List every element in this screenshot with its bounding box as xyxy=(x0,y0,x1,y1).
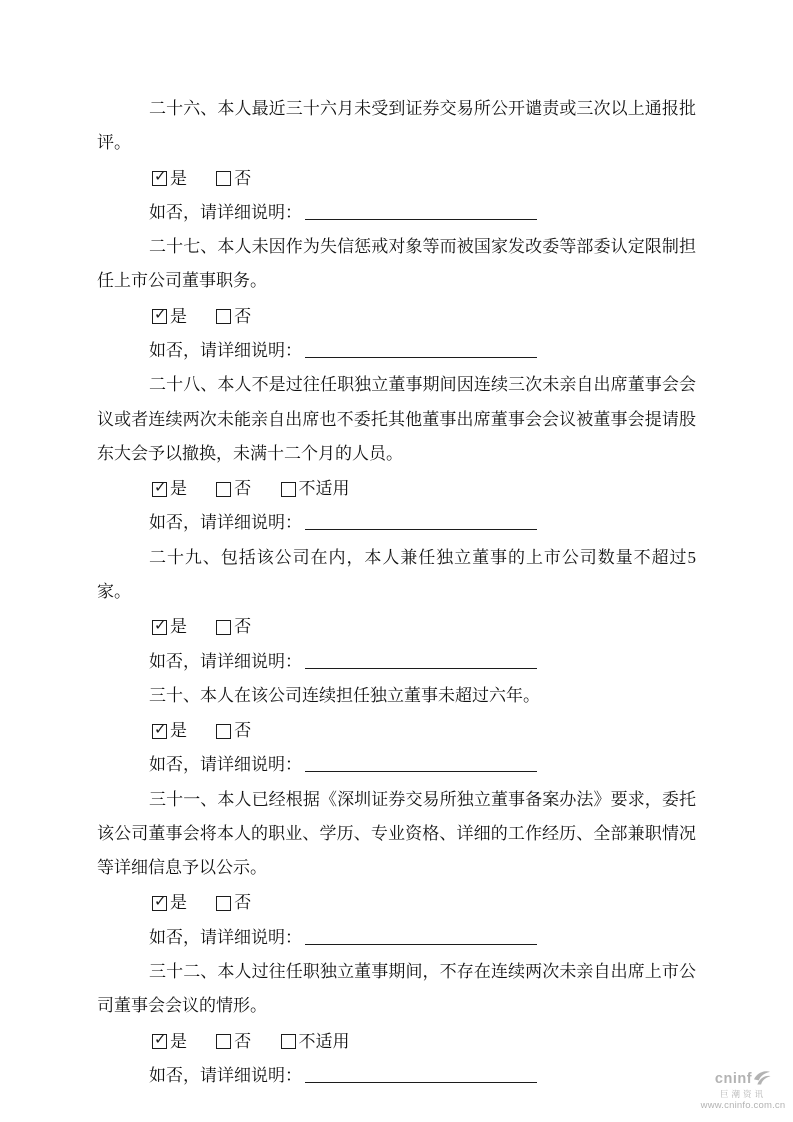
option-label: 是 xyxy=(170,479,187,499)
explanation-blank[interactable] xyxy=(305,927,537,945)
cninfo-chinese-name: 巨潮资讯 xyxy=(719,1089,766,1100)
declaration-item-32 xyxy=(97,955,696,1093)
option-label: 否 xyxy=(234,721,252,741)
explanation-blank[interactable] xyxy=(305,754,537,772)
checkbox-icon[interactable] xyxy=(216,620,231,635)
options-row xyxy=(97,609,696,644)
checkbox-icon[interactable] xyxy=(216,896,231,911)
checkbox-icon[interactable] xyxy=(216,171,231,186)
explanation-blank[interactable] xyxy=(305,340,537,358)
checkbox-icon[interactable] xyxy=(216,1034,231,1049)
option-label: 否 xyxy=(234,1031,252,1051)
declaration-item-28 xyxy=(97,368,696,540)
option-label: 否 xyxy=(234,306,252,326)
declaration-item-27 xyxy=(97,230,696,368)
item-text: 本人未因作为失信惩戒对象等而被国家发改委等部委认定限制担任上市公司董事职务。 xyxy=(97,237,697,291)
item-statement xyxy=(97,679,696,713)
options-row xyxy=(97,299,696,334)
cninfo-logo-top xyxy=(698,1070,788,1090)
option-label: 否 xyxy=(234,168,252,188)
item-text: 本人在该公司连续担任独立董事未超过六年。 xyxy=(200,685,540,705)
followup-label: 如否，请详细说明： xyxy=(149,651,302,671)
followup-row xyxy=(97,506,696,540)
declaration-item-30 xyxy=(97,679,696,783)
option-yes[interactable] xyxy=(152,300,187,334)
option-label: 否 xyxy=(234,893,252,913)
options-row xyxy=(97,471,696,506)
option-label: 是 xyxy=(170,721,187,741)
option-label: 不适用 xyxy=(298,1031,350,1051)
option-yes[interactable] xyxy=(152,1025,187,1059)
cninfo-brand-text: cninf xyxy=(714,1071,753,1088)
option-label: 不适用 xyxy=(298,479,350,499)
item-text: 包括该公司在内，本人兼任独立董事的上市公司数量不超过5 家。 xyxy=(97,547,697,601)
item-text: 本人过往任职独立董事期间，不存在连续两次未亲自出席上市公司董事会会议的情形。 xyxy=(97,962,697,1016)
option-no[interactable] xyxy=(216,472,251,506)
explanation-blank[interactable] xyxy=(305,512,537,530)
item-text: 本人最近三十六月未受到证券交易所公开谴责或三次以上通报批评。 xyxy=(97,99,697,153)
item-text: 本人不是过往任职独立董事期间因连续三次未亲自出席董事会会议或者连续两次未能亲自出席也不委托其他董事出席董事会会议被董事会提请股东大会予以撤换，未满十二个月的人员。 xyxy=(97,375,697,463)
item-number: 二十六、 xyxy=(149,99,218,118)
option-yes[interactable] xyxy=(152,162,187,196)
option-no[interactable] xyxy=(216,1025,251,1059)
followup-label: 如否，请详细说明： xyxy=(149,755,302,775)
option-label: 是 xyxy=(170,306,187,326)
item-number: 二十七、 xyxy=(149,237,218,257)
followup-row xyxy=(97,645,696,679)
cninfo-url: www.cninfo.com.cn xyxy=(700,1100,786,1112)
checkbox-icon[interactable] xyxy=(281,1034,296,1049)
followup-row xyxy=(97,334,696,368)
option-label: 否 xyxy=(234,479,252,499)
checkbox-icon[interactable] xyxy=(152,309,167,324)
option-yes[interactable] xyxy=(152,886,187,920)
option-label: 是 xyxy=(170,617,187,637)
followup-row xyxy=(97,196,696,230)
followup-label: 如否，请详细说明： xyxy=(149,1065,302,1085)
followup-label: 如否，请详细说明： xyxy=(149,513,302,533)
option-na[interactable] xyxy=(281,1025,350,1059)
document-content xyxy=(97,92,696,1093)
checkbox-icon[interactable] xyxy=(152,1034,167,1049)
checkbox-icon[interactable] xyxy=(152,724,167,739)
option-label: 是 xyxy=(170,168,187,188)
checkbox-icon[interactable] xyxy=(152,482,167,497)
item-statement xyxy=(97,541,696,610)
options-row xyxy=(97,1024,696,1059)
declaration-item-26 xyxy=(97,92,696,230)
followup-label: 如否，请详细说明： xyxy=(149,340,302,360)
checkbox-icon[interactable] xyxy=(216,724,231,739)
followup-row xyxy=(97,748,696,782)
item-number: 三十、 xyxy=(149,685,200,705)
option-no[interactable] xyxy=(216,300,251,334)
item-statement xyxy=(97,92,696,161)
item-statement xyxy=(97,230,696,299)
explanation-blank[interactable] xyxy=(305,202,537,220)
followup-row xyxy=(97,921,696,955)
options-row xyxy=(97,161,696,196)
option-label: 是 xyxy=(170,1031,187,1051)
option-yes[interactable] xyxy=(152,472,187,506)
checkbox-icon[interactable] xyxy=(152,620,167,635)
options-row xyxy=(97,713,696,748)
checkbox-icon[interactable] xyxy=(281,482,296,497)
option-label: 是 xyxy=(170,893,187,913)
options-row xyxy=(97,886,696,921)
declaration-item-29 xyxy=(97,541,696,679)
followup-label: 如否，请详细说明： xyxy=(149,927,302,947)
item-number: 二十八、 xyxy=(149,375,218,395)
option-no[interactable] xyxy=(216,610,251,644)
option-yes[interactable] xyxy=(152,610,187,644)
option-yes[interactable] xyxy=(152,714,187,748)
followup-label: 如否，请详细说明： xyxy=(149,202,302,222)
item-text: 本人已经根据《深圳证券交易所独立董事备案办法》要求，委托该公司董事会将本人的职业、学历、专业资格、详细的工作经历、全部兼职情况等详细信息予以公示。 xyxy=(97,789,697,878)
item-number: 二十九、 xyxy=(149,547,221,567)
option-no[interactable] xyxy=(216,886,251,920)
checkbox-icon[interactable] xyxy=(216,482,231,497)
cninfo-swirl-icon xyxy=(753,1070,771,1090)
item-number: 三十二、 xyxy=(149,962,218,982)
cninfo-logo xyxy=(698,1070,788,1112)
item-statement xyxy=(97,368,696,471)
option-na[interactable] xyxy=(281,472,350,506)
checkbox-icon[interactable] xyxy=(152,896,167,911)
checkbox-icon[interactable] xyxy=(152,171,167,186)
option-no[interactable] xyxy=(216,714,251,748)
explanation-blank[interactable] xyxy=(305,651,537,669)
declaration-item-31 xyxy=(97,783,696,955)
item-statement xyxy=(97,783,696,886)
explanation-blank[interactable] xyxy=(305,1065,537,1083)
checkbox-icon[interactable] xyxy=(216,309,231,324)
option-no[interactable] xyxy=(216,162,251,196)
item-statement xyxy=(97,955,696,1024)
option-label: 否 xyxy=(234,617,252,637)
item-number: 三十一、 xyxy=(149,789,218,809)
followup-row xyxy=(97,1059,696,1093)
